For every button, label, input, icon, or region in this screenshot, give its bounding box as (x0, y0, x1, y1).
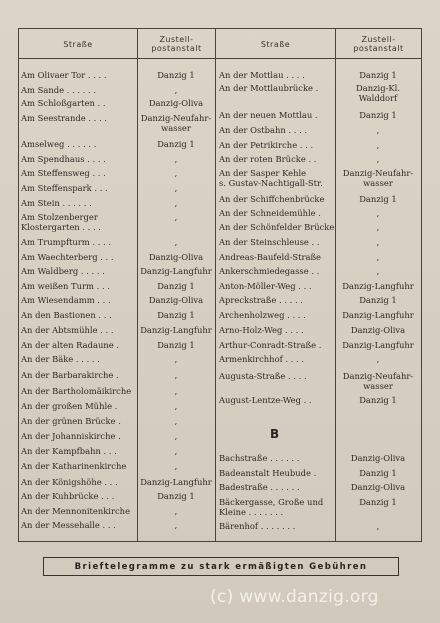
post-office: , (174, 416, 178, 426)
post-office: , (174, 168, 178, 178)
street-name: An der alten Radaune . (21, 340, 120, 350)
street-name: Augusta-Straße . . . . (219, 371, 307, 381)
street-name: An der Ostbahn . . . . (219, 125, 308, 135)
street-name: An der Barbarakirche . (21, 370, 119, 380)
post-office: Danzig-Langfuhr (342, 340, 414, 350)
post-office: Danzig 1 (157, 310, 195, 320)
footer (18, 541, 422, 589)
street-name: Archenholzweg . . . . (219, 310, 306, 320)
post-office: , (376, 208, 380, 218)
street-name: Am Waechterberg . . . (21, 252, 114, 262)
post-office: Danzig 1 (157, 281, 195, 291)
street-name: An der Schönfelder Brücke (219, 222, 335, 232)
post-office: , (376, 154, 380, 164)
street-name: An der Katharinenkirche (21, 461, 127, 471)
post-office: Danzig-Oliva (148, 98, 204, 108)
post-office: , (174, 354, 178, 364)
post-office: Danzig 1 (359, 70, 397, 80)
post-office: , (376, 252, 380, 262)
street-name: Amselweg . . . . . . (21, 139, 97, 149)
section-letter-b: B (270, 427, 280, 441)
street-name: Andreas-Baufeld-Straße (219, 252, 322, 262)
header-street-left: Straße (63, 39, 93, 49)
street-name: Bachstraße . . . . . . (219, 453, 300, 463)
post-office: Danzig 1 (157, 70, 195, 80)
street-name: An der neuen Mottlau . (219, 110, 318, 120)
post-office: Danzig-Langfuhr (342, 281, 414, 291)
post-office: , (174, 85, 178, 95)
post-office: , (174, 401, 178, 411)
header-rule (18, 58, 422, 59)
post-office: Danzig-Neufahr- wasser (342, 168, 414, 188)
street-name: Bärenhof . . . . . . . (219, 521, 296, 531)
post-office: Danzig 1 (359, 194, 397, 204)
post-office: Danzig-Oliva (350, 453, 406, 463)
post-office: Danzig-Langfuhr (140, 325, 212, 335)
street-name: An der Kuhbrücke . . . (21, 491, 115, 501)
street-name: An der Petrikirche . . . (219, 140, 314, 150)
post-office: , (174, 386, 178, 396)
street-name: An der Kampfbahn . . . (21, 446, 117, 456)
street-name: Armenkirchhof . . . . (219, 354, 305, 364)
street-name: Badestraße . . . . . . (219, 482, 300, 492)
street-name: An der Mottlau . . . . (219, 70, 305, 80)
post-office: , (376, 222, 380, 232)
street-name: Am Spendhaus . . . . (21, 154, 106, 164)
street-name: An der Messehalle . . . (21, 520, 116, 530)
street-name: Am Seestrande . . . . (21, 113, 107, 123)
post-office: Danzig 1 (157, 139, 195, 149)
top-rule (18, 28, 422, 29)
header-street-right: Straße (260, 39, 291, 49)
street-name: Apreckstraße . . . . . (219, 295, 303, 305)
street-name: An der Bartholomäikirche (21, 386, 132, 396)
post-office: , (174, 506, 178, 516)
post-office: , (174, 154, 178, 164)
street-name: Arno-Holz-Weg . . . . (219, 325, 304, 335)
street-name: An der Abtsmühle . . . (21, 325, 114, 335)
street-name: Bäckergasse, Große und Kleine . . . . . . . (219, 497, 324, 517)
street-name: An der grünen Brücke . (21, 416, 121, 426)
post-office: Danzig 1 (359, 497, 397, 507)
post-office: Danzig 1 (157, 340, 195, 350)
post-office: , (174, 198, 178, 208)
post-office: Danzig 1 (359, 468, 397, 478)
street-name: Am Trumpfturm . . . . (21, 237, 112, 247)
post-office: Danzig-Oliva (148, 295, 204, 305)
street-name: Am Olivaer Tor . . . . (21, 70, 107, 80)
header-office-left: Zustell- postanstalt (151, 35, 202, 53)
post-office: Danzig-Oliva (350, 325, 406, 335)
post-office: Danzig-Kl. Walddorf (356, 83, 400, 103)
column-rule (18, 28, 19, 541)
post-office: Danzig-Langfuhr (140, 266, 212, 276)
street-name: Anton-Möller-Weg . . . (219, 281, 312, 291)
post-office: , (376, 237, 380, 247)
post-office: , (174, 212, 178, 222)
post-office: , (174, 431, 178, 441)
post-office: Danzig 1 (359, 110, 397, 120)
post-office: Danzig 1 (157, 491, 195, 501)
post-office: , (174, 520, 178, 530)
post-office: , (376, 140, 380, 150)
watermark: (c) www.danzig.org (210, 587, 379, 607)
street-name: Ankerschmiedegasse . . (219, 266, 320, 276)
street-name: An der Schiffchenbrücke (219, 194, 325, 204)
street-name: An der Steinschleuse . . (219, 237, 320, 247)
street-name: An der Schneidemühle . (219, 208, 321, 218)
street-name: Am Stein . . . . . . (21, 198, 92, 208)
street-name: An der Mottlaubrücke . (219, 83, 319, 93)
post-office: , (376, 521, 380, 531)
post-office: , (174, 183, 178, 193)
street-name: An den Bastionen . . . (21, 310, 112, 320)
post-office: Danzig-Oliva (148, 252, 204, 262)
column-rule (421, 28, 422, 541)
post-office: Danzig-Neufahr- wasser (140, 113, 212, 133)
street-name: Am Schloßgarten . . (21, 98, 106, 108)
post-office: , (174, 370, 178, 380)
street-name: Am Steffensweg . . . (21, 168, 106, 178)
column-rule (215, 28, 216, 541)
header-office-right: Zustell- postanstalt (353, 35, 404, 53)
post-office: Danzig 1 (359, 395, 397, 405)
street-name: Arthur-Conradt-Straße . (219, 340, 322, 350)
street-name: An der Königshöhe . . . (21, 477, 118, 487)
street-name: An der Bäke . . . . . (21, 354, 100, 364)
post-office: , (174, 237, 178, 247)
street-name: Am weißen Turm . . . (21, 281, 110, 291)
footer-notice: Brieftelegramme zu stark ermäßigten Gebühren (43, 557, 399, 576)
post-office: Danzig-Neufahr- wasser (342, 371, 414, 391)
post-office: , (174, 446, 178, 456)
street-name: An der Sasper Kehle s. Gustav-Nachtigall-Str. (219, 168, 323, 188)
street-name: An der roten Brücke . . (219, 154, 317, 164)
street-name: Am Steffenspark . . . (21, 183, 108, 193)
post-office: , (376, 125, 380, 135)
street-name: An der Mennonitenkirche (21, 506, 131, 516)
post-office: Danzig 1 (359, 295, 397, 305)
post-office: , (376, 354, 380, 364)
post-office: , (174, 461, 178, 471)
street-name: Am Sande . . . . . . (21, 85, 97, 95)
post-office: Danzig-Langfuhr (140, 477, 212, 487)
post-office: Danzig-Langfuhr (342, 310, 414, 320)
street-name: An der Johanniskirche . (21, 431, 121, 441)
street-name: Badeanstalt Heubude . (219, 468, 317, 478)
street-name: Am Wiesendamm . . . (21, 295, 111, 305)
post-office: Danzig-Oliva (350, 482, 406, 492)
street-name: August-Lentze-Weg . . (219, 395, 312, 405)
street-name: Am Waldberg . . . . . (21, 266, 105, 276)
street-name: Am Stolzenberger Klostergarten . . . . (21, 212, 101, 232)
street-name: An der großen Mühle . (21, 401, 118, 411)
post-office: , (376, 266, 380, 276)
